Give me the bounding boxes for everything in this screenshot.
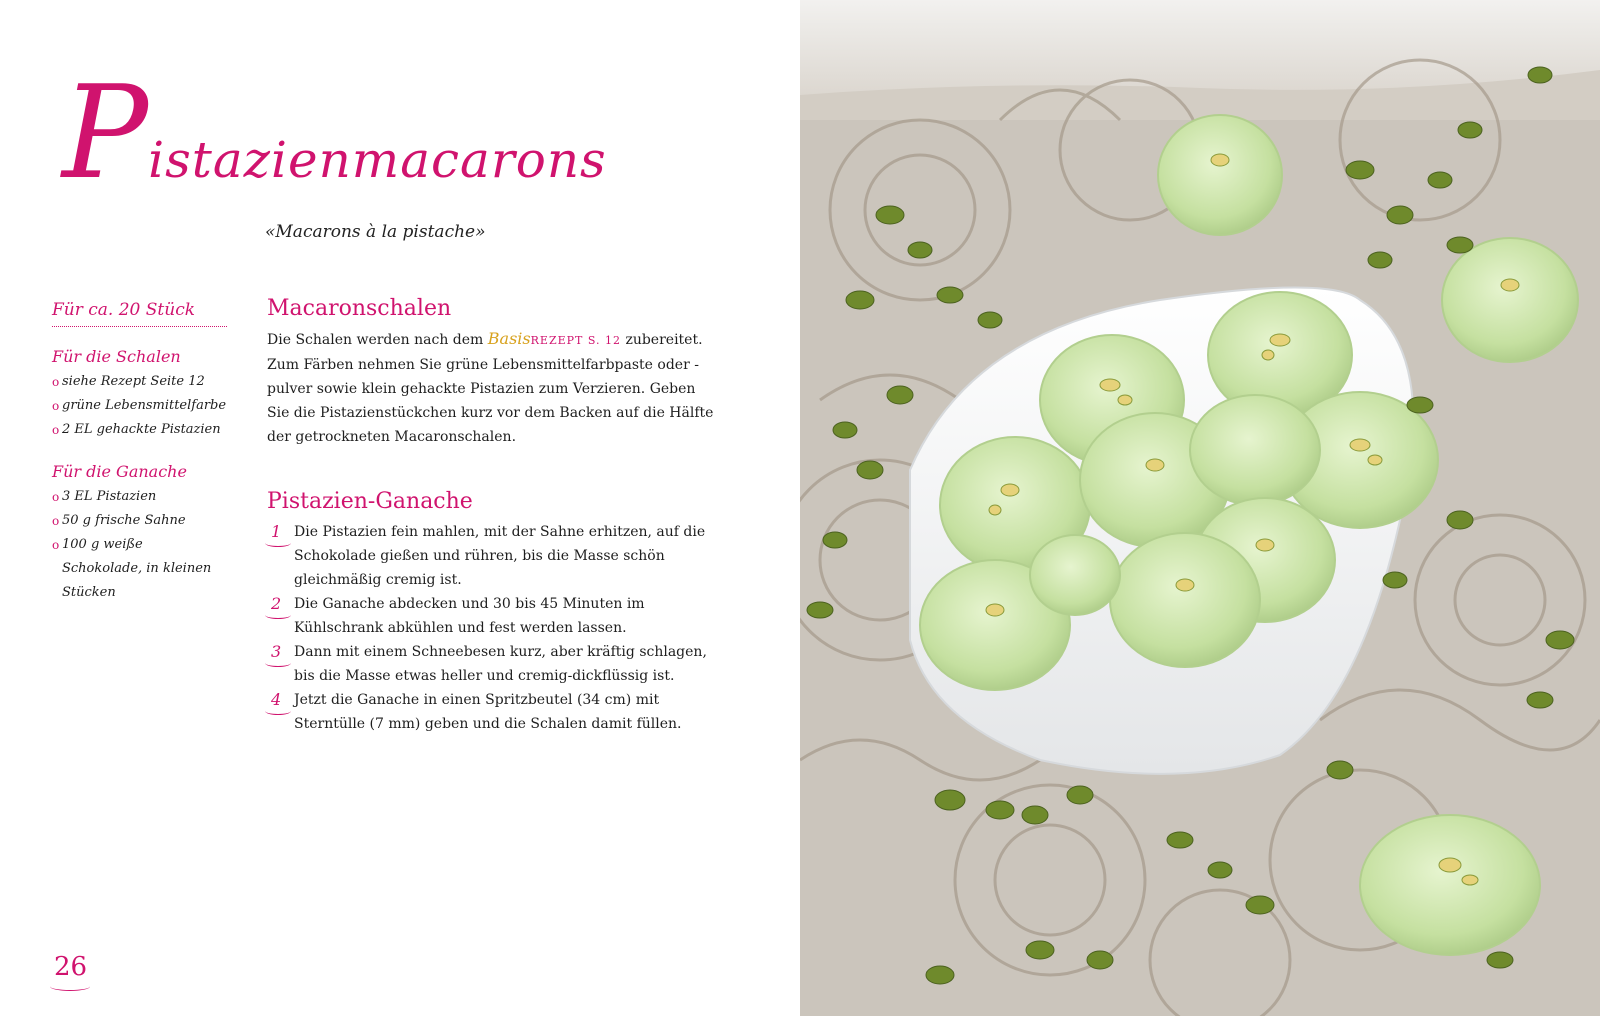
step-1: 1 Die Pistazien fein mahlen, mit der Sahne erhitzen, auf die Schokolade gießen und rühren, bis die Masse schön gleichmäßig cremig ist. xyxy=(271,522,706,588)
step-number: 2 xyxy=(271,592,281,616)
ingredient-item: o 3 EL Pistazien xyxy=(52,489,157,504)
macaron-photo xyxy=(800,0,1600,1016)
ingredients-sidebar xyxy=(52,300,227,605)
step-2: 2 Die Ganache abdecken und 30 bis 45 Minuten im Kühlschrank abkühlen und fest werden lassen. xyxy=(271,594,645,636)
group-heading-shells: Für die Schalen xyxy=(52,347,181,366)
step-number: 1 xyxy=(271,520,281,544)
page-number: 26 xyxy=(54,952,88,982)
rezept-reference: REZEPT S. 12 xyxy=(530,334,621,347)
basis-label: Basis xyxy=(487,329,531,348)
ingredient-item: o siehe Rezept Seite 12 xyxy=(52,374,205,389)
ingredient-item: o 100 g weiße Schokolade, in kleinen Stücken xyxy=(52,537,212,600)
recipe-title xyxy=(62,59,607,208)
ingredient-list-ganache xyxy=(52,485,227,605)
ganache-heading: Pistazien-Ganache xyxy=(267,489,473,514)
step-3: 3 Dann mit einem Schneebesen kurz, aber kräftig schlagen, bis die Masse etwas heller und cremig-dickflüssig ist. xyxy=(271,642,707,684)
yield-label: Für ca. 20 Stück xyxy=(52,300,227,327)
title-rest: istazienmacarons xyxy=(148,131,607,189)
ingredient-list-shells xyxy=(52,370,227,442)
recipe-body xyxy=(267,296,717,736)
step-number: 3 xyxy=(271,640,281,664)
shells-paragraph: Die Schalen werden nach dem BasisREZEPT S. 12 zubereitet. Zum Färben nehmen Sie grüne Lebensmittelfarbpaste oder -pulver sowie klein gehackte Pistazien zum Verzieren. Geben Sie die Pistazienstückchen kurz vor dem Backen auf die Hälfte der getrockneten Macaronschalen. xyxy=(267,329,714,445)
recipe-subtitle: «Macarons à la pistache» xyxy=(265,222,486,242)
shells-heading: Macaronschalen xyxy=(267,296,452,321)
ingredient-item: o 50 g frische Sahne xyxy=(52,513,186,528)
photo-illustration xyxy=(800,0,1600,1016)
background-wall xyxy=(800,0,1600,95)
step-4: 4 Jetzt die Ganache in einen Spritzbeutel (34 cm) mit Sterntülle (7 mm) geben und die Schalen damit füllen. xyxy=(271,690,682,732)
title-initial: P xyxy=(62,59,149,208)
step-number: 4 xyxy=(271,688,281,712)
ingredient-item: o 2 EL gehackte Pistazien xyxy=(52,422,221,437)
group-heading-ganache: Für die Ganache xyxy=(52,462,187,481)
ingredient-item: o grüne Lebensmittelfarbe xyxy=(52,398,227,413)
